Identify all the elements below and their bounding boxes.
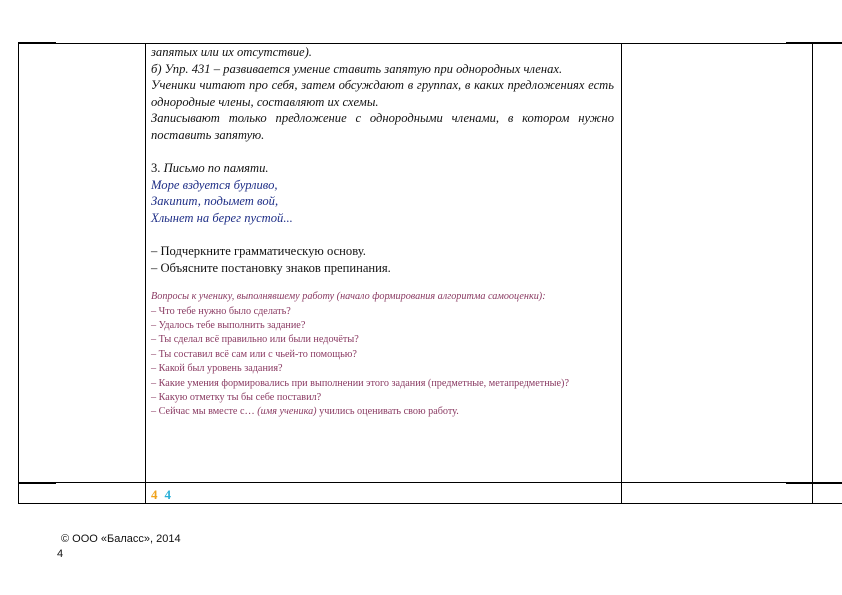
question-3: – Ты сделал всё правильно или были недочёты? [151, 334, 359, 346]
table-top-border-left [18, 42, 56, 44]
page-number: 4 [57, 548, 64, 560]
poem-line-2: Закипит, подымет вой, [151, 194, 279, 209]
item-3-title: Письмо по памяти. [163, 161, 269, 176]
question-7: – Какую отметку ты бы себе поставил? [151, 392, 322, 404]
table-col-line-2 [145, 43, 146, 504]
row-number-orange: 4 [151, 487, 158, 502]
questions-heading: Вопросы к ученику, выполнявшему работу (начало формирования алгоритма самооценки): [151, 291, 546, 303]
paragraph-1: запятых или их отсутствие). [151, 45, 312, 59]
row-numbers [151, 487, 171, 503]
row-number-cyan: 4 [164, 487, 171, 502]
question-8-end: учились оценивать свою работу. [316, 406, 459, 418]
task-1: – Подчеркните грамматическую основу. [151, 244, 366, 259]
question-2: – Удалось тебе выполнить задание? [151, 320, 306, 332]
paragraph-3: Ученики читают про себя, затем обсуждают в группах, в каких предложениях есть однородные члены, составляют их схемы. [151, 78, 614, 109]
paragraph-2: б) Упр. 431 – развивается умение ставить запятую при однородных членах. [151, 61, 563, 76]
lesson-content-cell [151, 44, 614, 420]
question-1: – Что тебе нужно было сделать? [151, 305, 291, 317]
table-col-line-1 [18, 43, 19, 504]
table-col-line-4 [812, 43, 813, 504]
paragraph-4: Записывают только предложение с однородными членами, в котором нужно поставить запятую. [151, 111, 614, 142]
table-row-divider-right [786, 482, 842, 484]
spacer [151, 227, 614, 244]
question-4: – Ты составил всё сам или с чьей-то помощью? [151, 348, 357, 360]
copyright-footer: © ООО «Баласс», 2014 [61, 533, 181, 545]
spacer [151, 276, 614, 290]
table-bottom-border [18, 503, 842, 504]
table-col-line-3 [621, 43, 622, 504]
question-6: – Какие умения формировались при выполнении этого задания (предметные, метапредметные)? [151, 377, 569, 389]
question-8-student-name: (имя ученика) [257, 406, 317, 418]
item-3-number: 3. [151, 161, 164, 176]
question-5: – Какой был уровень задания? [151, 363, 283, 375]
task-2: – Объясните постановку знаков препинания. [151, 260, 391, 275]
table-row-divider [18, 482, 842, 483]
poem-line-1: Море вздуется бурливо, [151, 177, 278, 192]
table-row-divider-left [18, 482, 56, 484]
item-3-heading [151, 160, 614, 177]
question-8-start: – Сейчас мы вместе с… [151, 406, 258, 418]
poem-line-3: Хлынет на берег пустой... [151, 210, 293, 225]
spacer [151, 144, 614, 161]
table-top-border-right [786, 42, 842, 44]
question-8 [151, 405, 614, 419]
